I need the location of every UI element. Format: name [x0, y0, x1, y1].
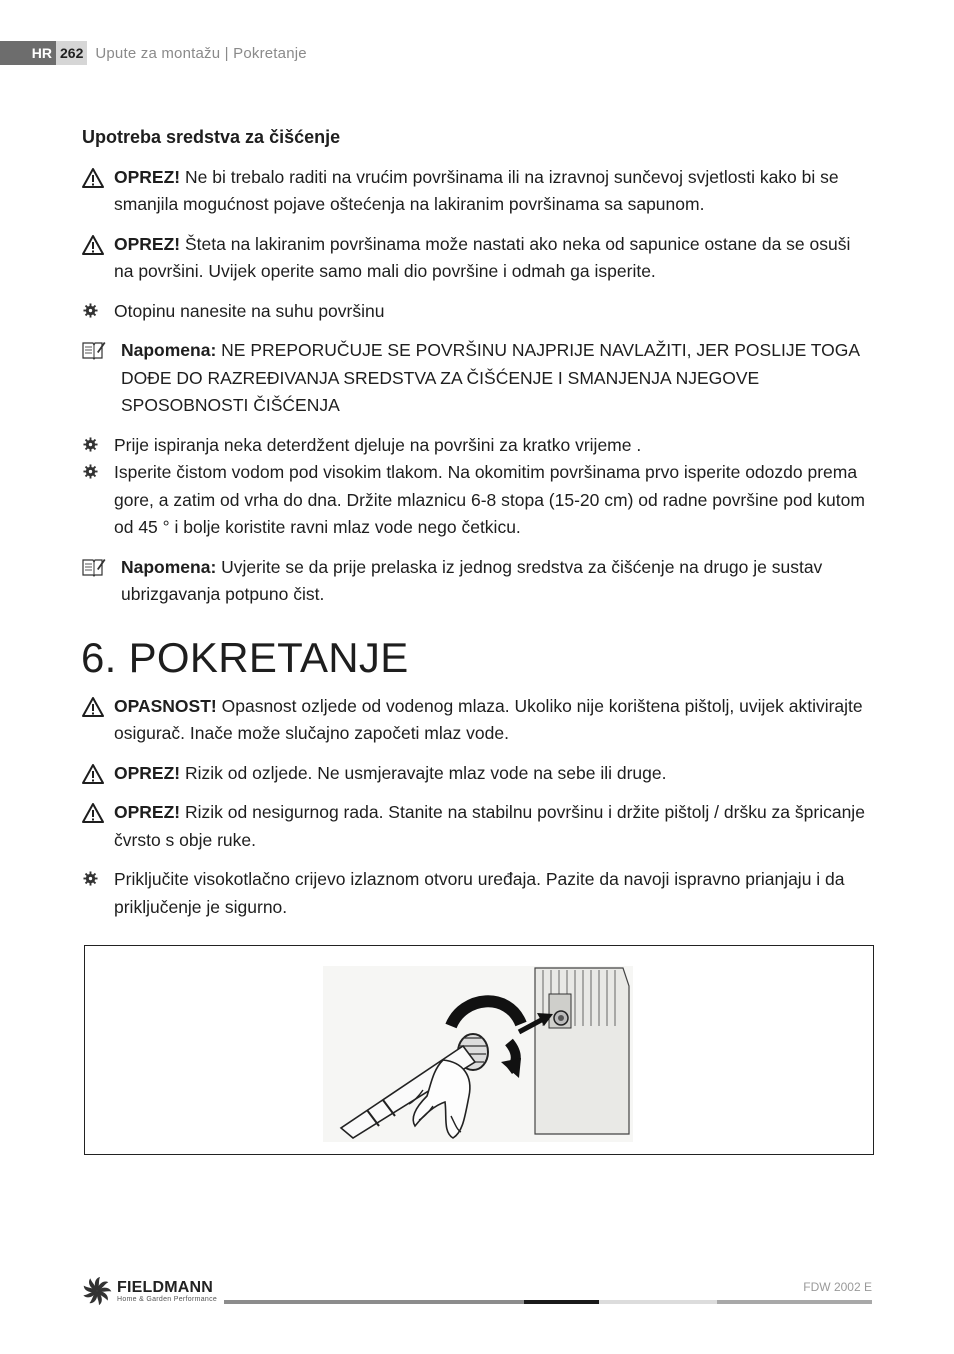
main-content: [82, 124, 874, 933]
chapter-title: 6. POKRETANJE: [81, 633, 409, 681]
footer-bar-gray: [224, 1300, 524, 1304]
bullet-text: Prije ispiranja neka deterdžent djeluje na površini za kratko vrijeme .: [114, 434, 642, 455]
bullet-item: [82, 298, 874, 326]
warning-triangle-icon: [82, 802, 104, 824]
hose-connection-illustration: [323, 966, 633, 1142]
bullet-text: Isperite čistom vodom pod visokim tlakom. Na okomitim površinama prvo isperite odozdo prema gore, a zatim od vrha do dna. Držite mlaznicu 6-8 stopa (15-20 cm) od radne površine pod kutom od 45 ° i bolje koristite ravni mlaz vode nego četkicu.: [114, 462, 865, 537]
note-book-icon: [82, 557, 106, 577]
warning-text: Ne bi trebalo raditi na vrućim površinama ili na izravnoj sunčevoj svjetlosti kako bi se smanjila mogućnost pojave oštećenja na lakiranim površinama sa sapunom.: [114, 166, 839, 214]
warning-item: [82, 693, 874, 748]
warning-triangle-icon: [82, 167, 104, 189]
language-tag: HR: [0, 41, 56, 65]
note-text: NE PREPORUČUJE SE POVRŠINU NAJPRIJE NAVLAŽITI, JER POSLIJE TOGA DOĐE DO RAZREĐIVANJA SREDSTVA ZA ČIŠĆENJE I SMANJENJA NJEGOVE SPOSOBNOSTI ČIŠĆENJA: [121, 340, 860, 415]
bullet-item: [82, 432, 874, 460]
warning-text: Opasnost ozljede od vodenog mlaza. Ukoliko nije korištena pištolj, uvijek aktivirajte osigurač. Inače može slučajno započeti mlaz vode.: [114, 695, 863, 743]
bullet-item: [82, 459, 874, 542]
gear-bullet-icon: [83, 437, 98, 452]
warning-text: Šteta na lakiranim površinama može nastati ako neka od sapunice ostane da se osuši na površini. Uvijek operite samo mali dio površine i odmah ga isperite.: [114, 233, 851, 281]
warning-item: [82, 231, 874, 286]
page-header: [0, 41, 307, 65]
footer-bar-mid: [717, 1300, 872, 1304]
bullet-text: Priključite visokotlačno crijevo izlaznom otvoru uređaja. Pazite da navoji ispravno prianjaju i da priključenje je sigurno.: [114, 869, 845, 917]
note-text: Uvjerite se da prije prelaska iz jednog sredstva za čišćenje na drugo je sustav ubrizgavanja potpuno čist.: [121, 556, 823, 604]
page-number: 262: [56, 41, 87, 65]
warning-text: Rizik od nesigurnog rada. Stanite na stabilnu površinu i držite pištolj / dršku za špricanje čvrsto s obje ruke.: [114, 802, 865, 850]
cleaning-heading: Upotreba sredstva za čišćenje: [82, 127, 341, 147]
note-label: Napomena:: [121, 556, 217, 577]
footer-bar-black: [524, 1300, 599, 1304]
brand-tagline: Home & Garden Performance: [117, 1295, 218, 1303]
fan-logo-icon: [82, 1276, 112, 1306]
warning-triangle-icon: [82, 696, 104, 718]
warning-item: [82, 799, 874, 854]
brand-logo: [82, 1276, 217, 1306]
brand-text: [117, 1279, 217, 1304]
warning-label: OPREZ!: [114, 166, 181, 187]
gear-bullet-icon: [83, 303, 98, 318]
warning-label: OPREZ!: [114, 802, 181, 822]
gear-bullet-icon: [83, 871, 98, 886]
warning-triangle-icon: [82, 234, 104, 256]
warning-item: [82, 164, 874, 219]
model-number: FDW 2002 E: [803, 1280, 872, 1294]
brand-name: FIELDMANN: [117, 1278, 214, 1296]
bullet-text: Otopinu nanesite na suhu površinu: [114, 300, 385, 321]
warning-item: [82, 760, 874, 788]
hose-connection-figure: [84, 945, 874, 1155]
section-title: Upute za montažu | Pokretanje: [95, 44, 307, 62]
warning-label: OPREZ!: [114, 762, 181, 783]
warning-label: OPASNOST!: [114, 695, 217, 716]
footer-bar-light: [599, 1300, 717, 1304]
note-label: Napomena:: [121, 340, 217, 360]
note-book-icon: [82, 340, 106, 360]
gear-bullet-icon: [83, 464, 98, 479]
note-item: [82, 554, 874, 609]
warning-text: Rizik od ozljede. Ne usmjeravajte mlaz vode na sebe ili druge.: [180, 762, 667, 783]
warning-label: OPREZ!: [114, 233, 181, 254]
bullet-item: [82, 866, 874, 921]
warning-triangle-icon: [82, 763, 104, 785]
note-item: [82, 337, 874, 420]
